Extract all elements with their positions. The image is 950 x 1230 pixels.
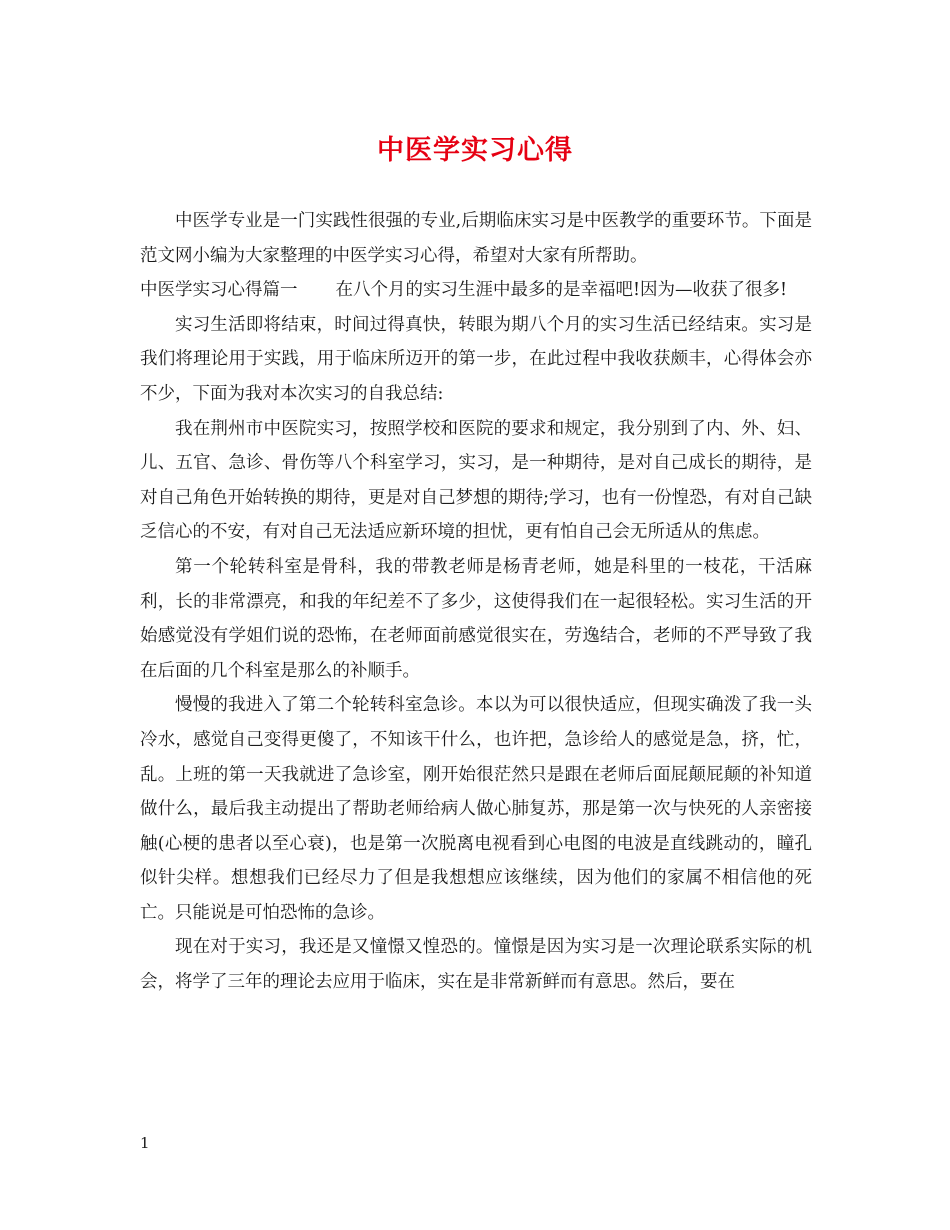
document-title: 中医学实习心得	[377, 135, 573, 166]
body-paragraph: 现在对于实习，我还是又憧憬又惶恐的。憧憬是因为实习是一次理论联系实际的机会，将学了三年的理论去应用于临床，实在是非常新鲜而有意思。然后，要在	[140, 937, 812, 993]
section-lead: 在八个月的实习生涯中最多的是幸福吧!因为—收获了很多!	[335, 280, 788, 301]
body-paragraph: 实习生活即将结束，时间过得真快，转眼为期八个月的实习生活已经结束。实习是我们将理论用于实践，用于临床所迈开的第一步，在此过程中我收获颇丰，心得体会亦不少，下面为我对本次实习的自我总结:	[140, 314, 812, 404]
body-paragraph: 慢慢的我进入了第二个轮转科室急诊。本以为可以很快适应，但现实确泼了我一头冷水，感觉自己变得更傻了，不知该干什么，也许把，急诊给人的感觉是急，挤，忙，乱。上班的第一天我就进了急诊室，刚开始很茫然只是跟在老师后面屁颠屁颠的补知道做什么，最后我主动提出了帮助老师给病人做心肺复苏，那是第一次与快死的人亲密接触(心梗的患者以至心衰)，也是第一次脱离电视看到心电图的电波是直线跳动的，瞳孔似针尖样。想想我们已经尽力了但是我想想应该继续，因为他们的家属不相信他的死亡。只能说是可怕恐怖的急诊。	[140, 695, 812, 923]
document-body	[140, 204, 812, 1000]
section-heading-line	[140, 273, 812, 308]
intro-paragraph: 中医学专业是一门实践性很强的专业,后期临床实习是中医教学的重要环节。下面是范文网小编为大家整理的中医学实习心得，希望对大家有所帮助。	[140, 211, 812, 266]
section-heading: 中医学实习心得篇一	[140, 280, 298, 301]
body-paragraph: 我在荆州市中医院实习，按照学校和医院的要求和规定，我分别到了内、外、妇、儿、五官、急诊、骨伤等八个科室学习，实习，是一种期待，是对自己成长的期待，是对自己角色开始转换的期待，更是对自己梦想的期待;学习，也有一份惶恐，有对自己缺乏信心的不安，有对自己无法适应新环境的担忧，更有怕自己会无所适从的焦虑。	[140, 418, 812, 543]
body-paragraph: 第一个轮转科室是骨科，我的带教老师是杨青老师，她是科里的一枝花，干活麻利，长的非常漂亮，和我的年纪差不了多少，这使得我们在一起很轻松。实习生活的开始感觉没有学姐们说的恐怖，在老师面前感觉很实在，劳逸结合，老师的不严导致了我在后面的几个科室是那么的补顺手。	[140, 556, 812, 681]
page-number: 1	[140, 1134, 150, 1152]
